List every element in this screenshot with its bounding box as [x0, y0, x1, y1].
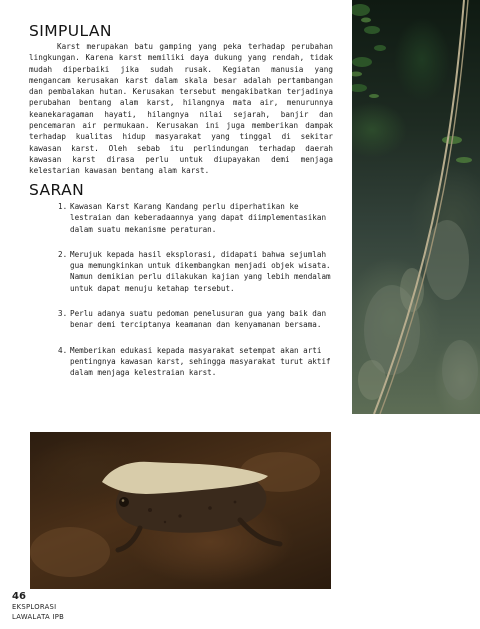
saran-item-number: 3. — [58, 309, 68, 319]
saran-item-number: 4. — [58, 345, 68, 355]
simpulan-section — [29, 22, 333, 177]
page-number: 46 — [12, 591, 26, 602]
frog-photo-art — [30, 432, 331, 589]
saran-item-number: 2. — [58, 249, 68, 259]
saran-item-number: 1. — [58, 202, 68, 211]
saran-item-text: Merujuk kepada hasil eksplorasi, didapati bahwa sejumlah gua memungkinkan untuk dikembangkan menjadi objek wisata. Namun demikian perlu dilakukan kajian yang lebih mendalam untuk dapat menuju ketahap tersebut. — [70, 249, 331, 293]
saran-item — [58, 201, 334, 235]
simpulan-paragraph: Karst merupakan batu gamping yang peka terhadap perubahan lingkungan. Karena karst memiliki daya dukung yang rendah, tidak mudah diperbaiki jika sudah rusak. Kegiatan manusia yang mengancam kerusakan karst dalam skala besar adalah pertambangan dan pembalakan hutan. Kerusakan tersebut mengakibatkan terjadinya perubahan bentang alam karst, hilangnya mata air, menurunnya keanekaragaman hayati, hilangnya nilai sejarah, banjir dan pencemaran air permukaan. Kerusakan ini juga memberikan dampak terhadap kualitas hidup masyarakat yang tinggal di sekitar kawasan karst. Oleh sebab itu perlindungan terhadap daerah kawasan karst dirasa perlu untuk diupayakan demi menjaga kelestarian kawasan bentang alam karst. — [29, 42, 333, 176]
frog-photo — [30, 432, 331, 589]
saran-item-text: Perlu adanya suatu pedoman penelusuran gua yang baik dan benar demi terciptanya keamanan dan kenyamanan bersama. — [70, 309, 327, 330]
simpulan-heading: SIMPULAN — [29, 22, 112, 40]
saran-item-text: Memberikan edukasi kepada masyarakat setempat akan arti pentingnya kawasan karst, sehingga masyarakat turut aktif dalam menjaga kelestraian karst. — [70, 345, 331, 378]
saran-item — [58, 345, 334, 379]
saran-item — [58, 308, 334, 331]
publication-line: EKSPLORASI — [12, 603, 57, 611]
saran-heading: SARAN — [29, 181, 85, 199]
saran-item-text: Kawasan Karst Karang Kandang perlu diperhatikan ke lestraian dan keberadaannya yang dapat diimplementasikan dalam suatu mekanisme peraturan. — [70, 202, 327, 234]
cave-photo-art — [352, 0, 480, 414]
publication-line: LAWALATA IPB — [12, 612, 65, 621]
saran-item — [58, 249, 334, 294]
cave-rope-photo — [352, 0, 480, 414]
saran-list — [58, 201, 334, 393]
publication-name — [12, 603, 64, 622]
